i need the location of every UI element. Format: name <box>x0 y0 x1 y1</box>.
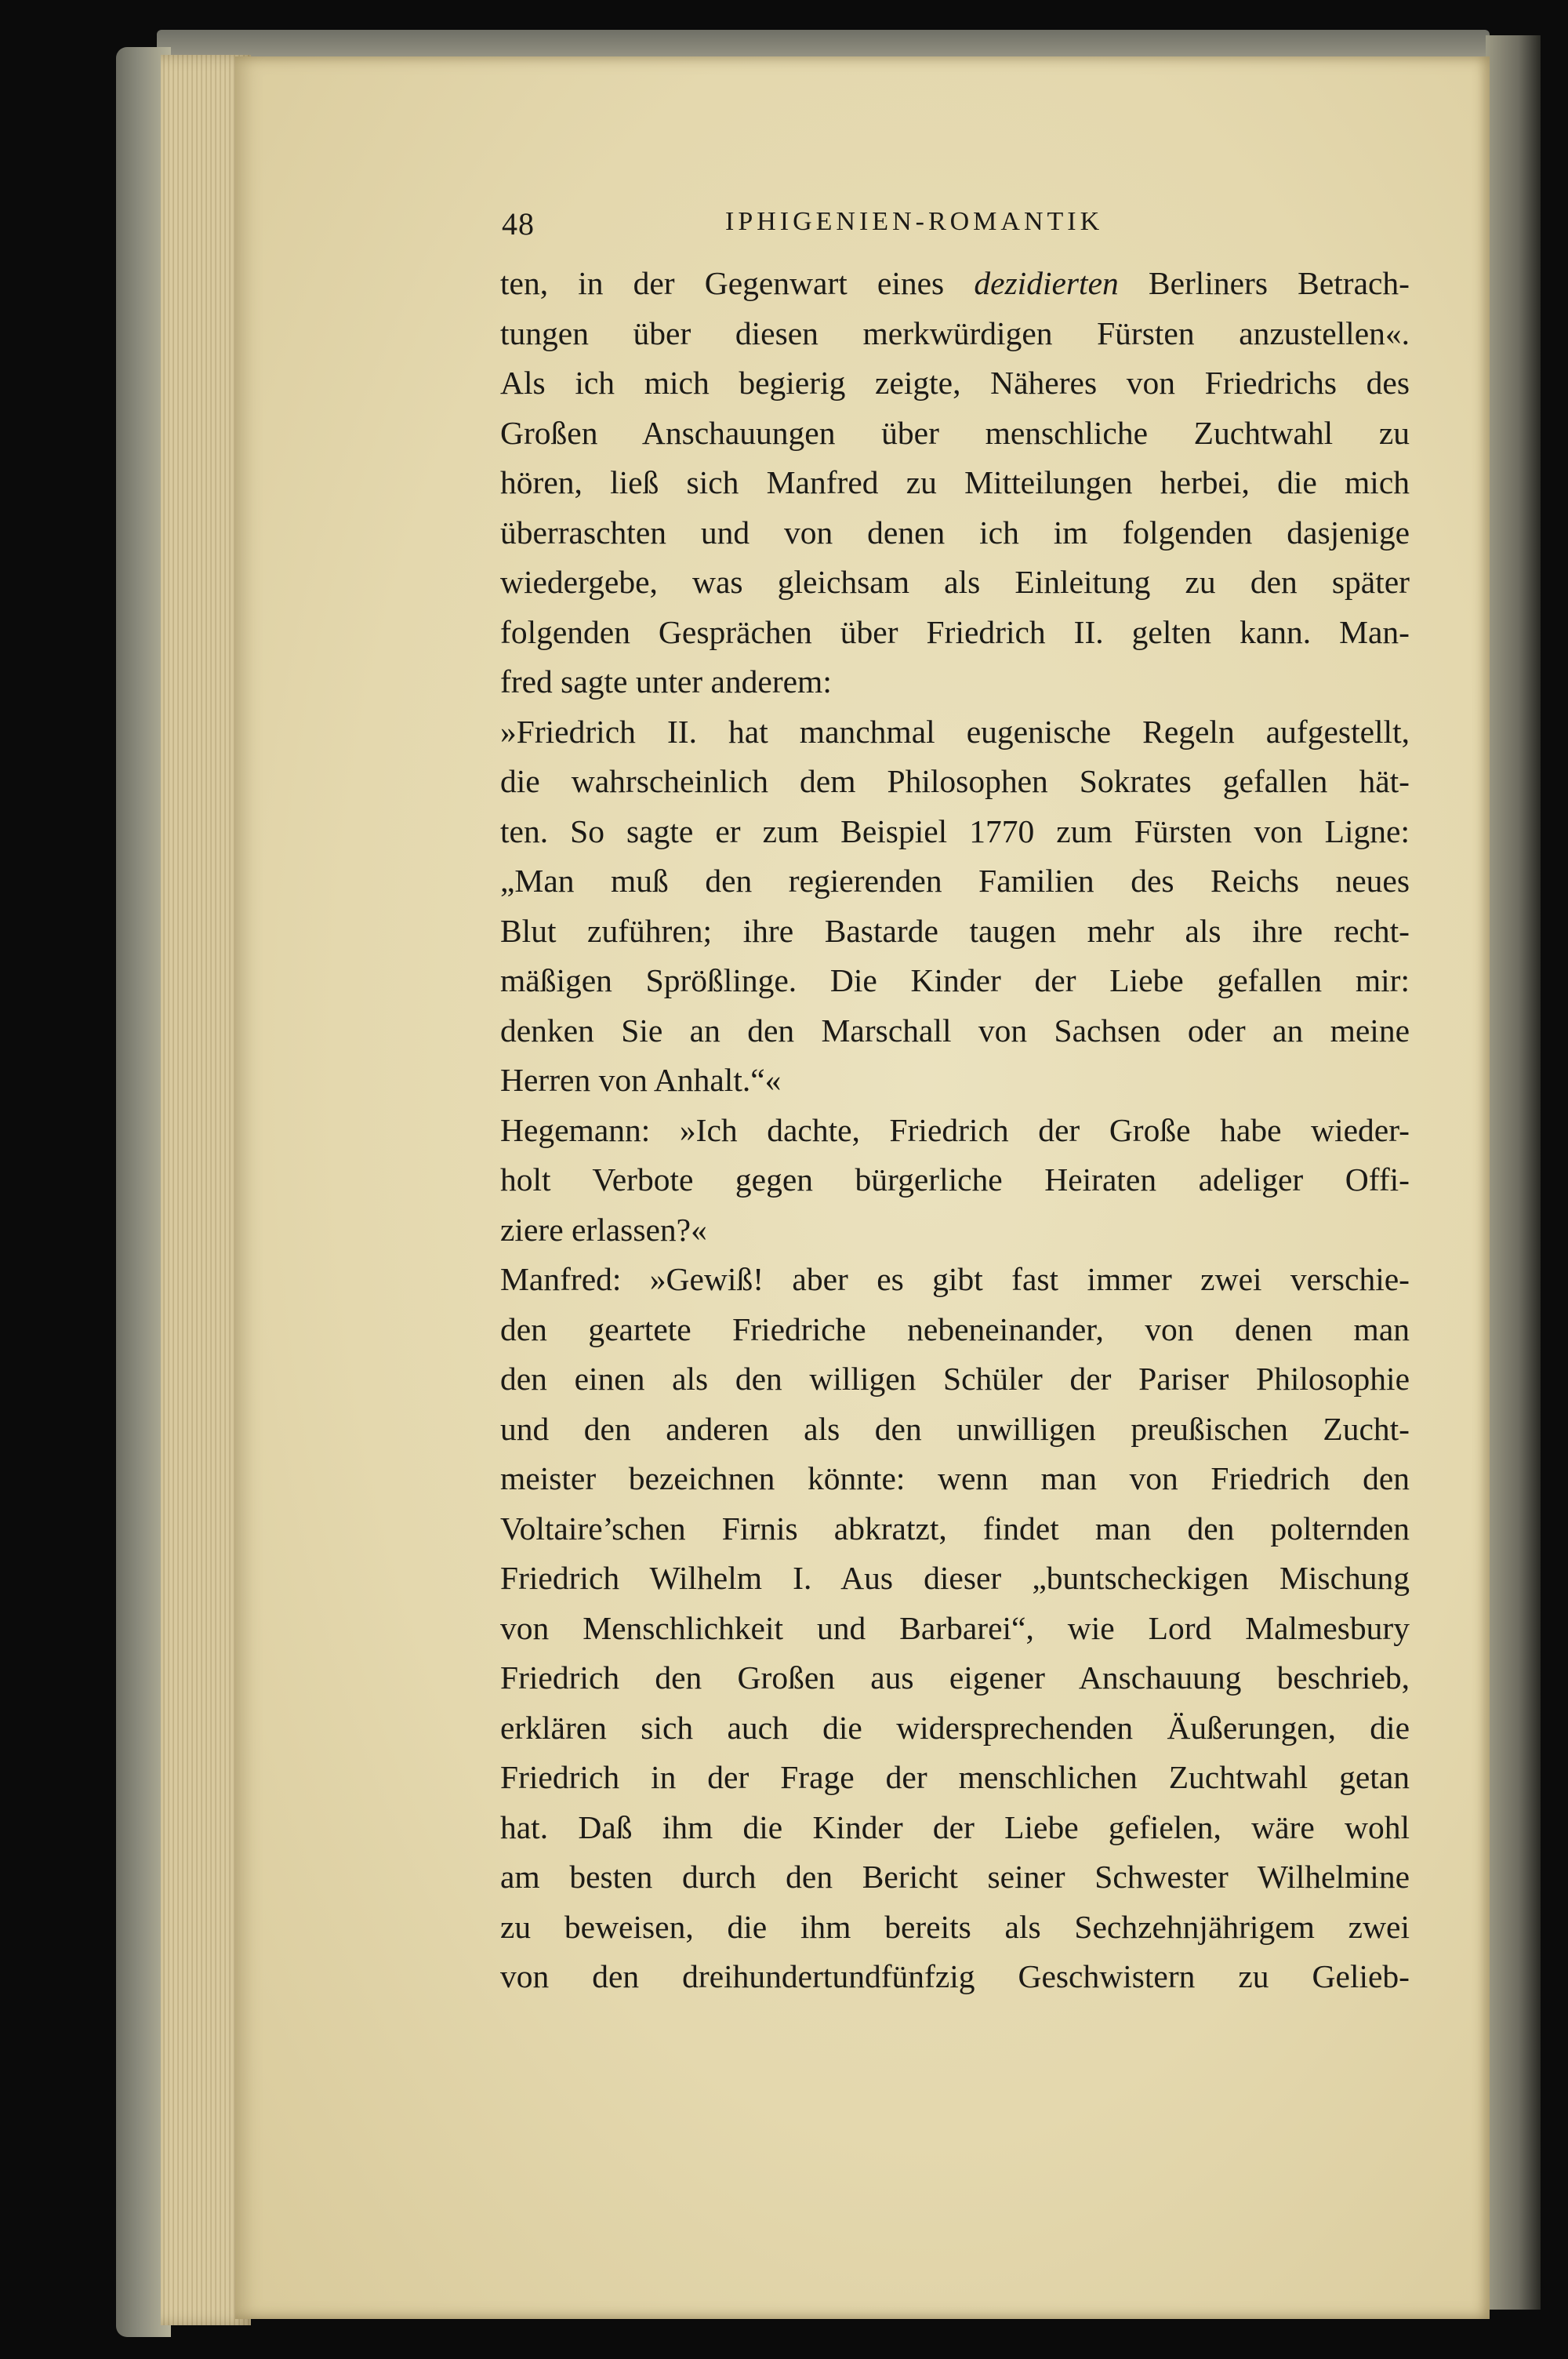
text-line-content: tungen über diesen merkwürdigen Fürsten anzustellen«. <box>500 314 1410 351</box>
text-line <box>500 956 1410 1006</box>
body-text <box>500 259 1410 2002</box>
text-line-content: und den anderen als den unwilligen preußischen Zucht- <box>500 1410 1410 1447</box>
text-line-content: „Man muß den regierenden Familien des Reichs neues <box>500 863 1410 899</box>
text-line-content: Großen Anschauungen über menschliche Zuchtwahl zu <box>500 414 1410 451</box>
text-line <box>500 1504 1410 1554</box>
text-line <box>500 409 1410 459</box>
text-line-content: ten, in der Gegenwart eines <box>500 265 975 301</box>
text-line <box>500 1554 1410 1604</box>
text-line-content: Voltaire’schen Firnis abkratzt, findet man den polternden <box>500 1510 1410 1547</box>
text-line-content: mäßigen Sprößlinge. Die Kinder der Liebe gefallen mir: <box>500 962 1410 998</box>
text-line <box>500 1604 1410 1654</box>
text-line-content: fred sagte unter anderem: <box>500 663 832 700</box>
text-line <box>500 1405 1410 1455</box>
text-line <box>500 1354 1410 1405</box>
text-line-content: erklären sich auch die widersprechenden Äußerungen, die <box>500 1709 1410 1746</box>
text-line-content: ten. So sagte er zum Beispiel 1770 zum Fürsten von Ligne: <box>500 812 1410 849</box>
text-line <box>500 508 1410 558</box>
text-line <box>500 856 1410 907</box>
text-line-content: von den dreihundertundfünfzig Geschwistern zu Gelieb- <box>500 1958 1410 1994</box>
text-line-content: zu beweisen, die ihm bereits als Sechzehnjährigem zwei <box>500 1908 1410 1945</box>
text-line-content: wiedergebe, was gleichsam als Einleitung zu den später <box>500 564 1410 600</box>
text-line <box>500 1255 1410 1305</box>
text-line-content: Friedrich den Großen aus eigener Anschauung beschrieb, <box>500 1659 1410 1696</box>
text-line-content: ziere erlassen?« <box>500 1211 707 1248</box>
text-line <box>500 1056 1410 1106</box>
text-line-content: Friedrich Wilhelm I. Aus dieser „buntscheckigen Mischung <box>500 1560 1410 1596</box>
text-line <box>500 707 1410 758</box>
text-line-content: denken Sie an den Marschall von Sachsen oder an meine <box>500 1012 1410 1049</box>
text-line <box>500 608 1410 658</box>
text-line-content: hat. Daß ihm die Kinder der Liebe gefielen, wäre wohl <box>500 1808 1410 1845</box>
text-line <box>500 309 1410 359</box>
text-line <box>500 1454 1410 1504</box>
text-line-content: holt Verbote gegen bürgerliche Heiraten adeliger Offi- <box>500 1161 1410 1198</box>
text-line-content: Manfred: »Gewiß! aber es gibt fast immer zwei verschie- <box>500 1261 1410 1297</box>
text-line-content: den geartete Friedriche nebeneinander, von denen man <box>500 1310 1410 1347</box>
text-line-content: von Menschlichkeit und Barbarei“, wie Lord Malmesbury <box>500 1609 1410 1646</box>
text-line <box>500 558 1410 608</box>
text-line <box>500 358 1410 409</box>
text-line-content: die wahrscheinlich dem Philosophen Sokrates gefallen hät- <box>500 763 1410 799</box>
text-line <box>500 1803 1410 1853</box>
text-line-content: »Friedrich II. hat manchmal eugenische Regeln aufgestellt, <box>500 713 1410 750</box>
text-line-content: Blut zuführen; ihre Bastarde taugen mehr als ihre recht- <box>500 912 1410 949</box>
text-line <box>500 907 1410 957</box>
text-line <box>500 1903 1410 1953</box>
text-line-content: meister bezeichnen könnte: wenn man von Friedrich den <box>500 1460 1410 1496</box>
text-line <box>500 1653 1410 1703</box>
page-header <box>502 205 1411 253</box>
emphasized-word: dezidierten <box>974 265 1119 301</box>
book-cover-right-edge <box>1486 35 1541 2310</box>
text-line-content: Herren von Anhalt.“« <box>500 1062 782 1098</box>
text-line-content: Hegemann: »Ich dachte, Friedrich der Große habe wieder- <box>500 1111 1410 1148</box>
text-line <box>500 1106 1410 1156</box>
text-line-content: folgenden Gesprächen über Friedrich II. gelten kann. Man- <box>500 613 1410 650</box>
text-line <box>500 757 1410 807</box>
text-line <box>500 807 1410 857</box>
text-line-content: den einen als den willigen Schüler der Pariser Philosophie <box>500 1361 1410 1397</box>
page-number: 48 <box>502 206 535 242</box>
text-line <box>500 1852 1410 1903</box>
text-line-content: Als ich mich begierig zeigte, Näheres von Friedrichs des <box>500 365 1410 401</box>
text-line <box>500 657 1410 707</box>
text-line <box>500 1703 1410 1754</box>
text-line <box>500 458 1410 508</box>
text-line <box>500 1006 1410 1056</box>
text-line-content: überraschten und von denen ich im folgenden dasjenige <box>500 514 1410 551</box>
text-line <box>500 259 1410 309</box>
text-line <box>500 1753 1410 1803</box>
text-line-content: am besten durch den Bericht seiner Schwester Wilhelmine <box>500 1859 1410 1895</box>
text-line-content: hören, ließ sich Manfred zu Mitteilungen herbei, die mich <box>500 464 1410 500</box>
text-line <box>500 1205 1410 1256</box>
text-line-content: Friedrich in der Frage der menschlichen Zuchtwahl getan <box>500 1759 1410 1795</box>
text-line <box>500 1952 1410 2002</box>
running-head: IPHIGENIEN-ROMANTIK <box>725 207 1104 236</box>
text-line <box>500 1155 1410 1205</box>
text-line-tail: Berliners Betrach- <box>1118 265 1410 301</box>
text-line <box>500 1305 1410 1355</box>
